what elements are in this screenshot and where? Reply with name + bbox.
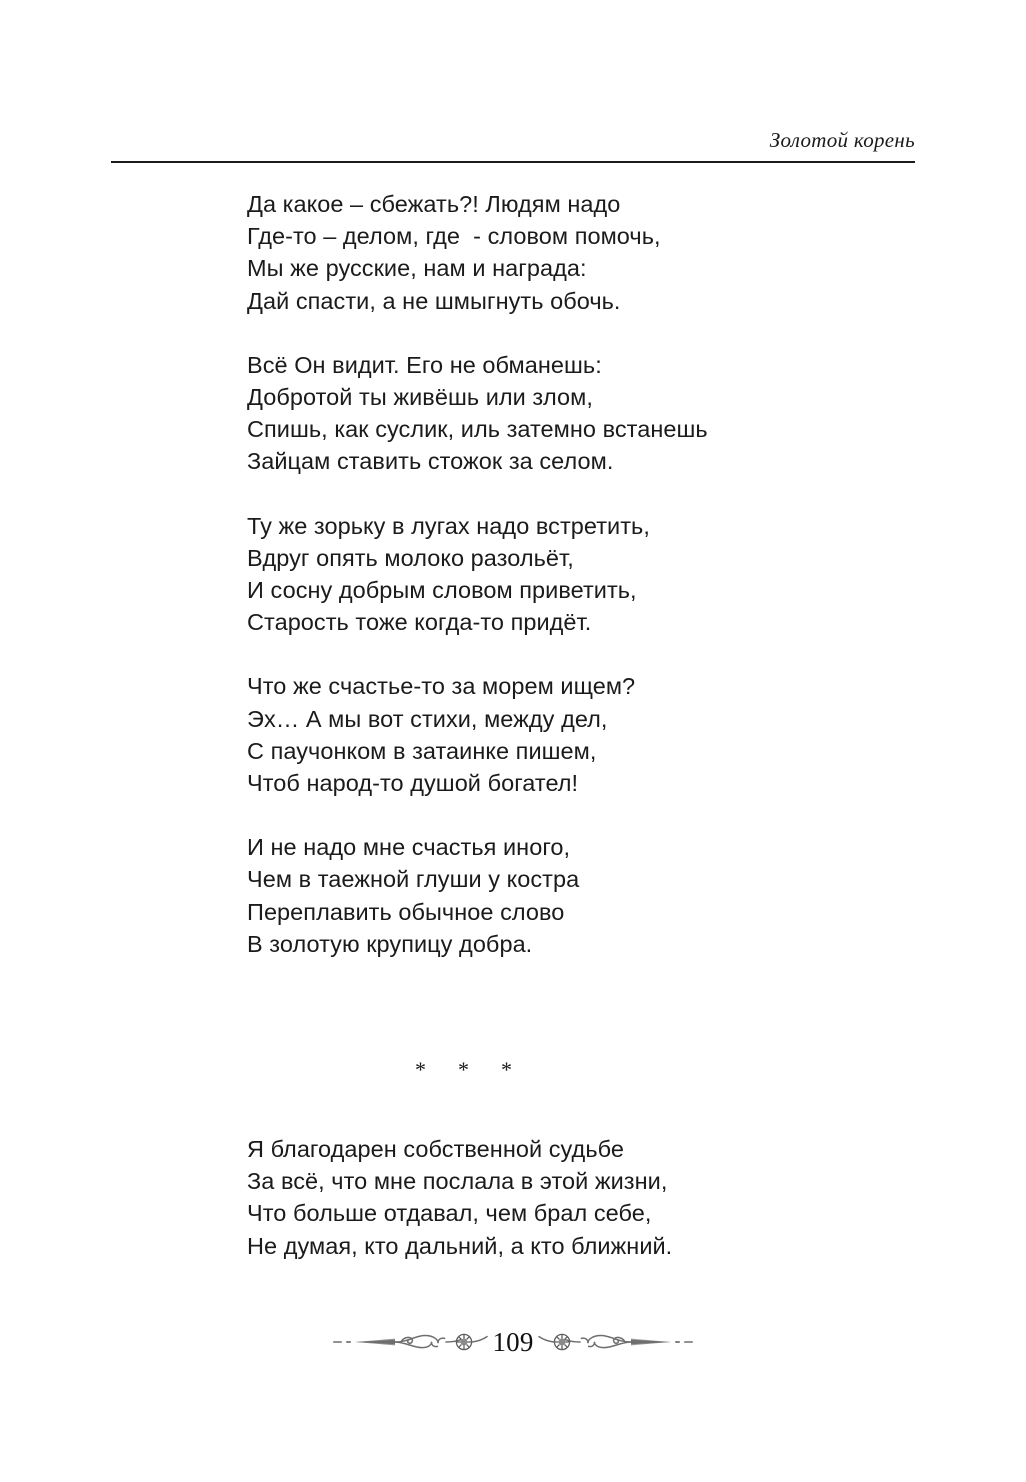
verse-line: Чтоб народ-то душой богател!	[247, 770, 579, 797]
verse-line: Где-то – делом, где - словом помочь,	[247, 223, 661, 250]
verse-line: Старость тоже когда-то придёт.	[247, 609, 592, 636]
verse-line: И сосну добрым словом приветить,	[247, 577, 637, 604]
verse-line: Что же счастье-то за морем ищем?	[247, 673, 636, 700]
verse-line: Добротой ты живёшь или злом,	[247, 384, 593, 411]
verse-line: Переплавить обычное слово	[247, 898, 565, 925]
running-head-title: Золотой корень	[769, 128, 915, 152]
verse-line: Всё Он видит. Его не обманешь:	[247, 351, 602, 378]
verse-line: Да какое – сбежать?! Людям надо	[247, 191, 621, 217]
verse-line: Что больше отдавал, чем брал себе,	[247, 1200, 652, 1227]
poem-primary	[247, 188, 967, 960]
verse-line: И не надо мне счастья иного,	[247, 834, 571, 861]
verse-line: Не думая, кто дальний, а кто ближний.	[247, 1232, 673, 1259]
page-number: 109	[492, 1326, 534, 1357]
verse-line: Эх… А мы вот стихи, между дел,	[247, 705, 608, 732]
verse-line: Спишь, как суслик, иль затемно встанешь	[247, 416, 708, 443]
verse-line: В золотую крупицу добра.	[247, 930, 533, 957]
verse-line: Ту же зорьку в лугах надо встретить,	[247, 512, 650, 539]
stanza	[247, 510, 967, 639]
ornament-rosette-left	[457, 1334, 472, 1349]
stanza	[247, 1133, 967, 1262]
verse-line: Вдруг опять молоко разольёт,	[247, 544, 574, 571]
stanza	[247, 831, 967, 960]
stanza	[247, 670, 967, 799]
verse-line: Зайцам ставить стожок за селом.	[247, 448, 614, 475]
stanza	[247, 188, 967, 317]
verse-line: Я благодарен собственной судьбе	[247, 1136, 624, 1162]
ornament-left-icon	[331, 1322, 491, 1362]
verse-line: За всё, что мне послала в этой жизни,	[247, 1168, 668, 1195]
verse-line: С паучонком в затаинке пишем,	[247, 737, 597, 764]
header-divider-rule	[111, 161, 915, 163]
verse-line: Чем в таежной глуши у костра	[247, 866, 580, 893]
verse-line: Мы же русские, нам и награда:	[247, 255, 587, 282]
stanza-separator-asterisks: * * *	[415, 1057, 519, 1082]
stanza	[247, 349, 967, 478]
ornament-right-icon	[535, 1322, 695, 1362]
poem-secondary	[247, 1133, 967, 1262]
ornament-rosette-right	[554, 1334, 569, 1349]
verse-line: Дай спасти, а не шмыгнуть обочь.	[247, 287, 621, 314]
page-footer-folio	[0, 1322, 1026, 1362]
